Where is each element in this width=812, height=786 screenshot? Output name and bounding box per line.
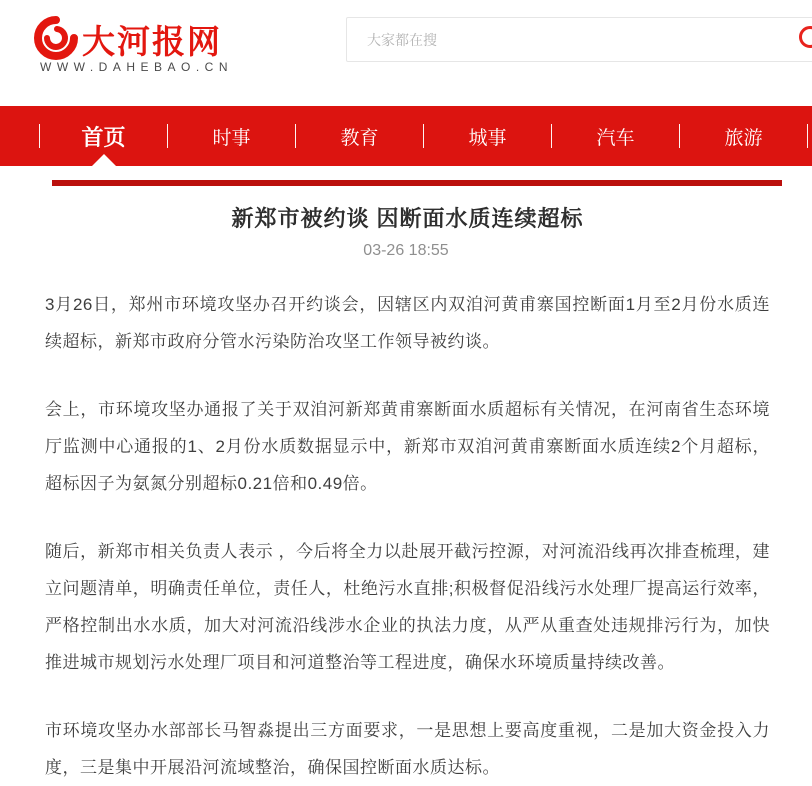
main-nav (0, 106, 812, 166)
search-icon[interactable] (799, 26, 812, 48)
nav-item-education[interactable] (296, 106, 423, 166)
article (0, 180, 812, 786)
active-tab-notch-icon (92, 154, 116, 166)
nav-item-city[interactable] (424, 106, 551, 166)
nav-item-label: 旅游 (724, 127, 763, 149)
nav-item-travel[interactable] (680, 106, 807, 166)
site-logo[interactable] (30, 14, 240, 76)
article-body (0, 286, 812, 786)
nav-separator (807, 124, 808, 148)
dahebao-swirl-logo-icon (32, 16, 80, 60)
article-paragraph: 3月26日，郑州市环境攻坚办召开约谈会，因辖区内双洎河黄甫寨国控断面1月至2月份水质连续超标，新郑市政府分管水污染防治攻坚工作领导被约谈。 (45, 295, 770, 351)
article-top-divider (52, 180, 782, 186)
nav-item-home[interactable] (40, 106, 167, 166)
article-paragraph: 市环境攻坚办水部部长马智淼提出三方面要求，一是思想上要高度重视，二是加大资金投入力度，三是集中开展沿河流域整治，确保国控断面水质达标。 (45, 721, 770, 777)
site-logo-url: WWW.DAHEBAO.CN (40, 60, 233, 74)
article-date: 03-26 18:55 (363, 242, 449, 259)
site-header (0, 0, 812, 106)
site-logo-text: 大河报网 (82, 25, 222, 61)
search-input[interactable] (347, 18, 767, 61)
nav-item-current-affairs[interactable] (168, 106, 295, 166)
nav-item-label: 城事 (468, 127, 507, 149)
article-paragraph: 随后，新郑市相关负责人表示 ，今后将全力以赴展开截污控源，对河流沿线再次排查梳理，建立问题清单，明确责任单位，责任人，杜绝污水直排;积极督促沿线污水处理厂提高运行效率，严格控制出水水质，加大对河流沿线涉水企业的执法力度，从严从重查处违规排污行为，加快推进城市规划污水处理厂项目和河道整治等工程进度，确保水环境质量持续改善。 (45, 542, 770, 672)
nav-item-label: 汽车 (596, 127, 635, 149)
nav-item-auto[interactable] (552, 106, 679, 166)
article-title: 新郑市被约谈 因断面水质连续超标 (231, 206, 584, 231)
search-box (346, 17, 812, 62)
nav-item-label: 时事 (212, 127, 251, 149)
nav-item-label: 首页 (81, 124, 126, 150)
nav-item-label: 教育 (340, 127, 379, 149)
article-paragraph: 会上，市环境攻坚办通报了关于双洎河新郑黄甫寨断面水质超标有关情况，在河南省生态环境厅监测中心通报的1、2月份水质数据显示中，新郑市双洎河黄甫寨断面水质连续2个月超标，超标因子为氨氮分别超标0.21倍和0.49倍。 (45, 400, 770, 493)
